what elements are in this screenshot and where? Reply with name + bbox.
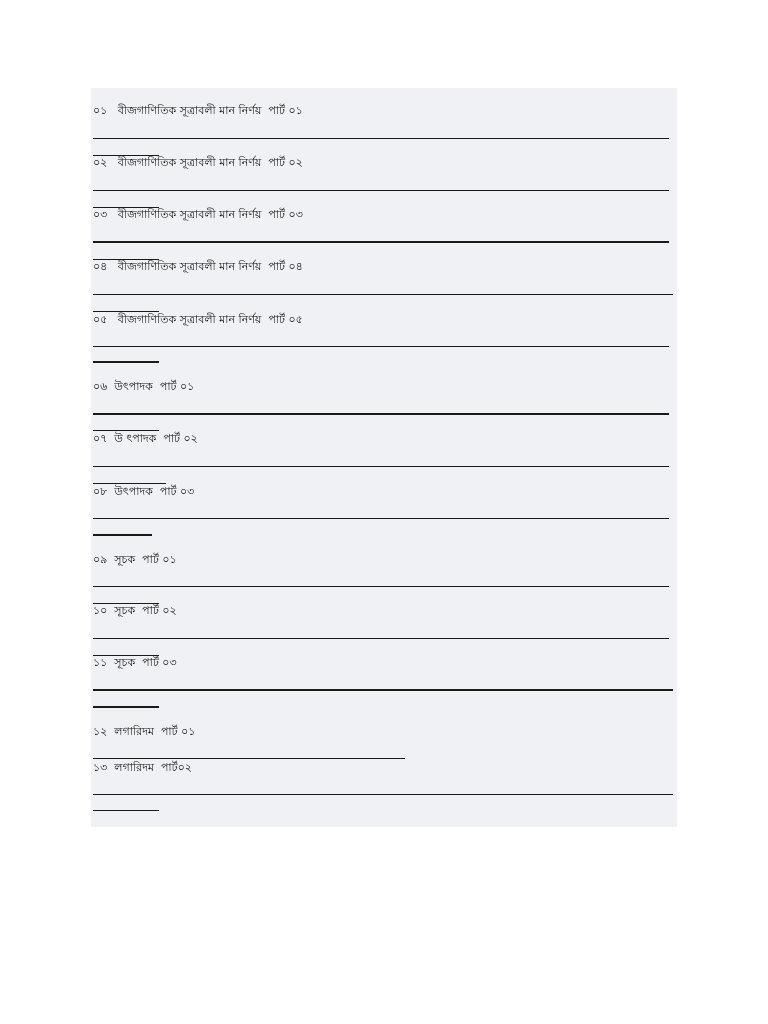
divider-rule-short [93, 311, 159, 312]
divider-rule [93, 294, 673, 295]
divider-rule [93, 586, 669, 587]
list-item-03: ০৩ বীজগাণিতিক সূত্রাবলী মান নির্ণয় পার্ট ০৩ [93, 208, 303, 221]
divider-rule-short [93, 534, 152, 536]
divider-rule [93, 466, 669, 467]
divider-rule [93, 794, 673, 795]
divider-rule-short [93, 361, 159, 363]
list-item-02: ০২ বীজগাণিতিক সূত্রাবলী মান নির্ণয় পার্ট ০২ [93, 156, 303, 169]
list-item-04: ০৪ বীজগাণিতিক সূত্রাবলী মান নির্ণয় পার্ট ০৪ [93, 260, 303, 273]
divider-rule-medium [93, 758, 405, 759]
list-item-01: ০১ বীজগাণিতিক সূত্রাবলী মান নির্ণয় পার্ট ০১ [93, 104, 303, 117]
divider-rule [93, 241, 669, 243]
list-item-08: ০৮ উৎপাদক পার্ট ০৩ [93, 485, 195, 498]
list-item-09: ০৯ সূচক পার্ট ০১ [93, 553, 177, 566]
divider-rule [93, 138, 669, 139]
divider-rule-short [93, 155, 159, 156]
divider-rule-short [93, 207, 159, 208]
divider-rule-short [93, 483, 166, 484]
divider-rule-short [93, 603, 159, 604]
divider-rule-short [93, 706, 159, 708]
divider-rule [93, 638, 669, 639]
list-item-13: ১৩ লগারিদম পার্ট০২ [93, 761, 192, 774]
divider-rule [93, 413, 669, 415]
list-item-07: ০৭ উ ৎপাদক পার্ট ০২ [93, 432, 198, 445]
divider-rule [93, 518, 669, 519]
divider-rule-short [93, 259, 159, 260]
divider-rule [93, 190, 669, 191]
document-page [91, 88, 677, 827]
list-item-06: ০৬ উৎপাদক পার্ট ০১ [93, 380, 195, 393]
divider-rule-short [93, 430, 159, 431]
list-item-11: ১১ সূচক পার্ট ০৩ [93, 656, 177, 669]
divider-rule [93, 689, 673, 691]
list-item-10: ১০ সূচক পার্ট ০২ [93, 604, 177, 617]
list-item-05: ০৫ বীজগাণিতিক সূত্রাবলী মান নির্ণয় পার্ট ০৫ [93, 313, 303, 326]
divider-rule-short [93, 655, 159, 656]
divider-rule [93, 346, 669, 347]
list-item-12: ১২ লগারিদম পার্ট ০১ [93, 725, 196, 738]
divider-rule-short [93, 810, 159, 811]
